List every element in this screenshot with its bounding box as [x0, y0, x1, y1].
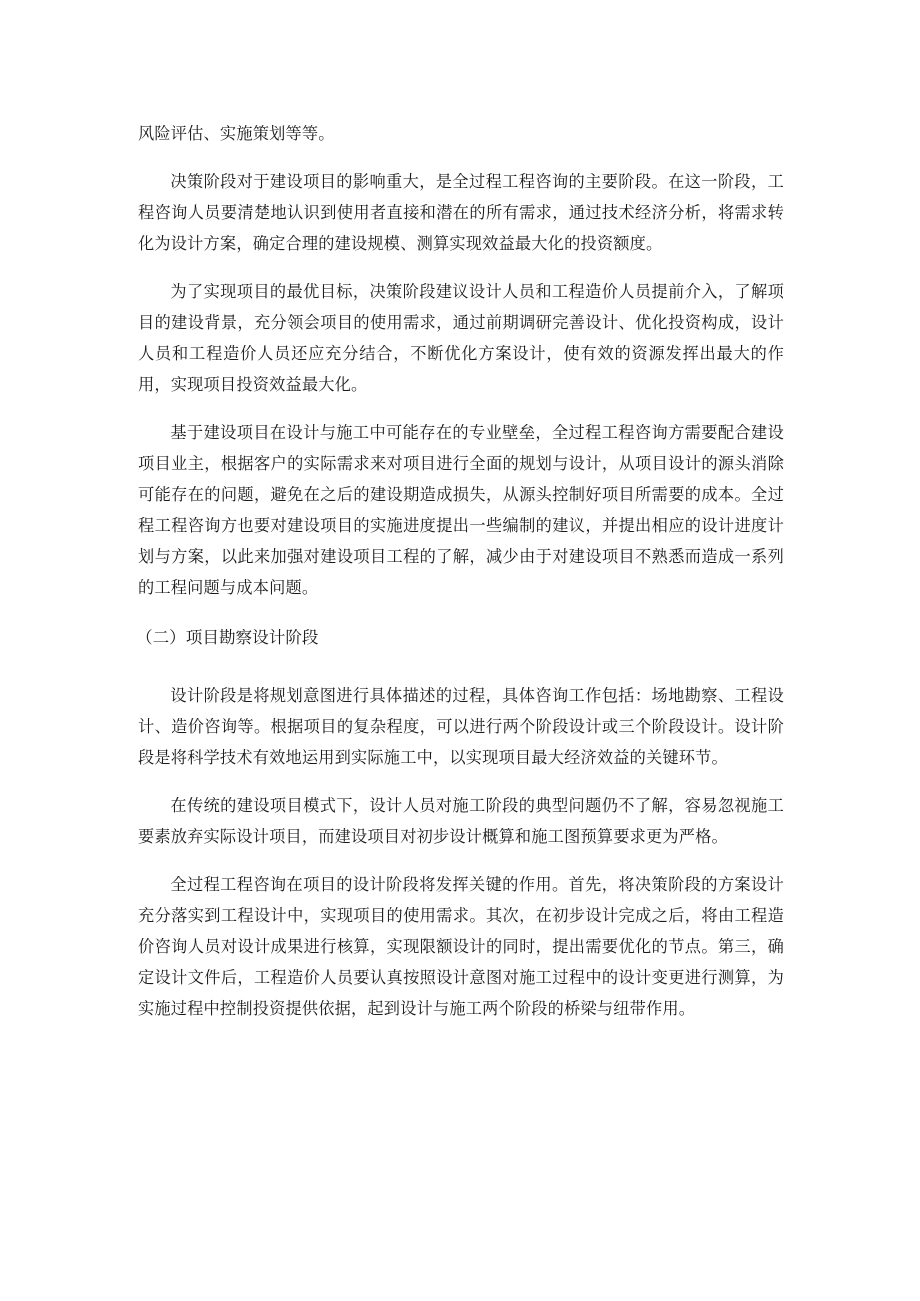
paragraph-decision-stage: 决策阶段对于建设项目的影响重大，是全过程工程咨询的主要阶段。在这一阶段，工程咨询人员要清楚地认识到使用者直接和潜在的所有需求，通过技术经济分析，将需求转化为设计方案，确定合理的建设规模、测算实现效益最大化的投资额度。 [138, 172, 784, 253]
paragraph-professional-barrier: 基于建设项目在设计与施工中可能存在的专业壁垒，全过程工程咨询方需要配合建设项目业主，根据客户的实际需求来对项目进行全面的规划与设计，从项目设计的源头消除可能存在的问题，避免在之后的建设期造成损失，从源头控制好项目所需要的成本。全过程工程咨询方也要对建设项目的实施进度提出一些编制的建议，并提出相应的设计进度计划与方案，以此来加强对建设项目工程的了解，减少由于对建设项目不熟悉而造成一系列的工程问题与成本问题。 [138, 423, 784, 597]
paragraph-continuation: 风险评估、实施策划等等。 [138, 124, 335, 143]
paragraph-optimal-target: 为了实现项目的最优目标，决策阶段建议设计人员和工程造价人员提前介入，了解项目的建设背景，充分领会项目的使用需求，通过前期调研完善设计、优化投资构成，设计人员和工程造价人员还应充分结合，不断优化方案设计，使有效的资源发挥出最大的作用，实现项目投资效益最大化。 [138, 282, 784, 394]
paragraph-whole-process: 全过程工程咨询在项目的设计阶段将发挥关键的作用。首先，将决策阶段的方案设计充分落实到工程设计中，实现项目的使用需求。其次，在初步设计完成之后，将由工程造价咨询人员对设计成果进行核算，实现限额设计的同时，提出需要优化的节点。第三，确定设计文件后，工程造价人员要认真按照设计意图对施工过程中的设计变更进行测算，为实施过程中控制投资提供依据，起到设计与施工两个阶段的桥梁与纽带作用。 [138, 875, 784, 1018]
document-page [138, 118, 784, 1024]
section-heading: （二）项目勘察设计阶段 [136, 628, 319, 647]
paragraph-traditional-mode: 在传统的建设项目模式下，设计人员对施工阶段的典型问题仍不了解，容易忽视施工要素放弃实际设计项目，而建设项目对初步设计概算和施工图预算要求更为严格。 [138, 796, 784, 846]
paragraph-design-stage: 设计阶段是将规划意图进行具体描述的过程，具体咨询工作包括：场地勘察、工程设计、造价咨询等。根据项目的复杂程度，可以进行两个阶段设计或三个阶段设计。设计阶段是将科学技术有效地运用到实际施工中，以实现项目最大经济效益的关键环节。 [138, 686, 784, 767]
